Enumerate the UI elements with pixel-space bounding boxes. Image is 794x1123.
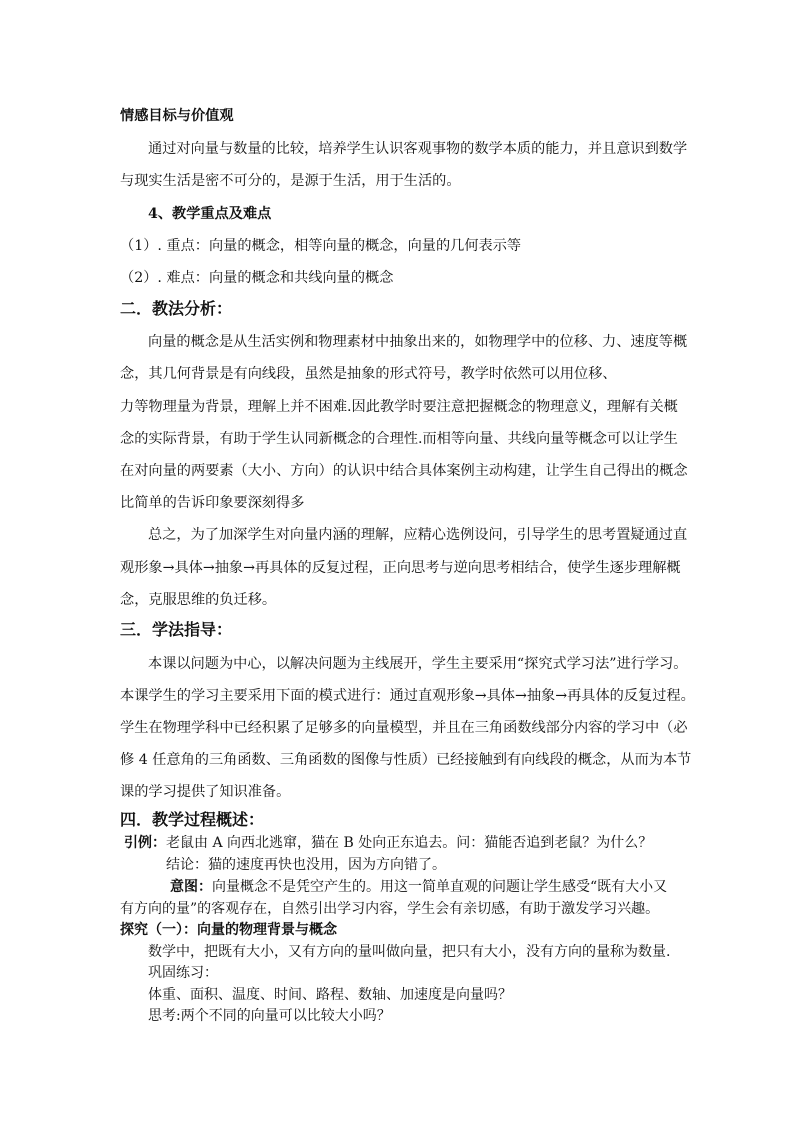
explore-line: 数学中，把既有大小，又有方向的量叫做向量，把只有大小，没有方向的量称为数量.	[148, 944, 671, 960]
conclusion-line: 结论：猫的速度再快也没用，因为方向错了。	[166, 857, 446, 873]
section-two-line: 念，克服思维的负迁移。	[120, 592, 277, 608]
key-point-item: （1）. 重点：向量的概念，相等向量的概念，向量的几何表示等	[120, 238, 522, 254]
section-two-line: 观形象→具体→抽象→再具体的反复过程，正向思考与逆向思考相结合，使学生逐步理解概	[120, 560, 681, 576]
section-two-line: 念的实际背景，有助于学生认同新概念的合理性.而相等向量、共线向量等概念可以让学生	[120, 431, 678, 447]
key-points-heading: 4、教学重点及难点	[148, 206, 272, 222]
intent-line	[170, 877, 667, 897]
section-two-heading: 二．教法分析：	[120, 299, 233, 318]
intent-label: 意图：	[170, 879, 212, 895]
section-two-line: 向量的概念是从生活实例和物理素材中抽象出来的，如物理学中的位移、力、速度等概	[148, 334, 688, 350]
intent-text: 向量概念不是凭空产生的。用这一简单直观的问题让学生感受“既有大小又	[212, 879, 668, 895]
section-three-line: 学生在物理学科中已经积累了足够多的向量模型，并且在三角函数线部分内容的学习中（必	[120, 720, 688, 736]
section-three-heading: 三．学法指导：	[120, 620, 233, 639]
section-two-line: 比简单的告诉印象要深刻得多	[120, 495, 305, 511]
section-three-line: 修 4 任意角的三角函数、三角函数的图像与性质）已经接触到有向线段的概念，从而为本节	[120, 752, 692, 768]
explore-line: 体重、面积、温度、时间、路程、数轴、加速度是向量吗？	[148, 987, 512, 1003]
section-two-line: 力等物理量为背景，理解上并不困难.因此教学时要注意把握概念的物理意义，理解有关概	[120, 399, 678, 415]
explore-heading: 探究（一）：向量的物理背景与概念	[120, 922, 337, 938]
explore-line: 思考:两个不同的向量可以比较大小吗？	[148, 1008, 391, 1024]
emotion-para-line: 通过对向量与数量的比较，培养学生认识客观事物的数学本质的能力，并且意识到数学	[148, 141, 688, 157]
section-four-heading: 四．教学过程概述：	[120, 810, 265, 829]
section-two-line: 念，其几何背景是有向线段，虽然是抽象的形式符号，教学时依然可以用位移、	[120, 366, 617, 382]
example-line	[124, 833, 652, 853]
example-text: 老鼠由 A 向西北逃窜，猫在 B 处向正东追去。问：猫能否追到老鼠？为什么？	[166, 835, 653, 851]
emotion-heading: 情感目标与价值观	[120, 108, 234, 124]
explore-line: 巩固练习：	[148, 965, 218, 981]
section-two-line: 在对向量的两要素（大小、方向）的认识中结合具体案例主动构建，让学生自己得出的概念	[120, 463, 688, 479]
key-point-item: （2）. 难点：向量的概念和共线向量的概念	[120, 270, 394, 286]
section-three-line: 本课学生的学习主要采用下面的模式进行：通过直观形象→具体→抽象→再具体的反复过程。	[120, 688, 695, 704]
section-two-line: 总之，为了加深学生对向量内涵的理解，应精心选例设问，引导学生的思考置疑通过直	[148, 527, 688, 543]
example-label: 引例：	[124, 835, 166, 851]
section-three-line: 本课以问题为中心，以解决问题为主线展开，学生主要采用“探究式学习法”进行学习。	[148, 656, 688, 672]
intent-line-2: 有方向的量”的客观存在，自然引出学习内容，学生会有亲切感，有助于激发学习兴趣。	[120, 901, 660, 917]
emotion-para-line: 与现实生活是密不可分的，是源于生活，用于生活的。	[120, 173, 461, 189]
section-three-line: 课的学习提供了知识准备。	[120, 784, 291, 800]
